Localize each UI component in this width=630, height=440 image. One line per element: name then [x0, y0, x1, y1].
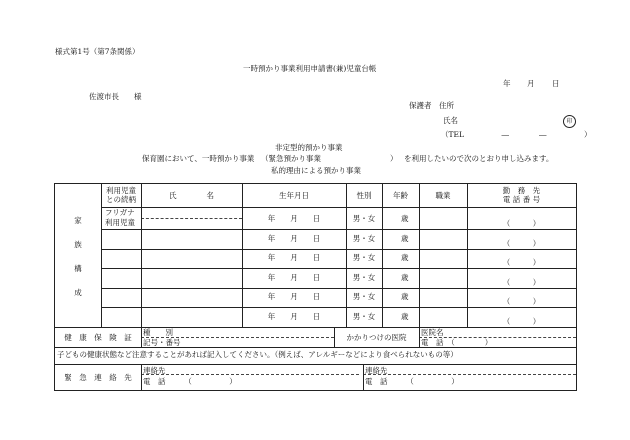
date-year: 年 [503, 79, 511, 88]
clinic-phone: 電 話 （ ） [421, 338, 493, 347]
sex-cell: 男・女 [352, 253, 376, 262]
insurance-type: 種 別 [143, 328, 173, 337]
birthdate-cell: 年 月 日 [267, 312, 321, 321]
emergency-phone-1: 電 話 （ ） [143, 377, 237, 386]
family-label-2: 族 [74, 240, 82, 249]
request-option-2: （緊急預かり事業 [261, 154, 321, 163]
family-label-1: 家 [74, 216, 82, 225]
birthdate-cell: 年 月 日 [267, 214, 321, 223]
header-name: 氏 名 [169, 191, 214, 200]
phone-cell: （ ） [502, 317, 541, 326]
clinic-label: かかりつけの医院 [346, 333, 407, 342]
request-suffix: を利用したいので次のとおり申し込みます。 [404, 154, 554, 163]
clinic-name: 医院名 [421, 328, 444, 337]
family-label-4: 成 [74, 288, 82, 297]
phone-cell: （ ） [502, 219, 541, 228]
date-day: 日 [552, 79, 560, 88]
sex-cell: 男・女 [352, 214, 376, 223]
user-child-label: 利用児童 [105, 218, 135, 227]
header-birthdate: 生年月日 [279, 191, 309, 200]
request-option-2-close: ） [390, 154, 398, 163]
phone-cell: （ ） [502, 239, 541, 248]
guardian-name-label: 氏名 [443, 116, 458, 125]
header-occupation: 職業 [435, 191, 451, 200]
addressee: 佐渡市長 様 [89, 92, 142, 101]
sex-cell: 男・女 [352, 234, 376, 243]
emergency-contact-2: 連絡先 [365, 366, 388, 375]
birthdate-cell: 年 月 日 [267, 253, 321, 262]
header-age: 年齢 [393, 191, 408, 200]
request-option-3: 私的理由による預かり事業 [271, 166, 361, 175]
date-month: 月 [527, 79, 535, 88]
form-number: 様式第1号（第7条関係） [55, 47, 140, 56]
phone-cell: （ ） [502, 278, 541, 287]
header-work-2: 電 話 番 号 [502, 195, 541, 204]
age-unit: 歳 [401, 312, 409, 321]
header-sex: 性別 [356, 191, 372, 200]
header-relation-2: との続柄 [106, 195, 136, 204]
health-note: 子どもの健康状態など注意することがあれば記入してください。（例えば、アレルギーなどにより食べられないもの等） [57, 350, 458, 359]
sex-cell: 男・女 [352, 292, 376, 301]
request-prefix: 保育園において、一時預かり事業 [142, 154, 255, 163]
birthdate-cell: 年 月 日 [267, 234, 321, 243]
application-form-table [54, 183, 577, 391]
sex-cell: 男・女 [352, 273, 376, 282]
sex-cell: 男・女 [352, 312, 376, 321]
age-unit: 歳 [401, 234, 409, 243]
phone-cell: （ ） [502, 258, 541, 267]
family-label-3: 構 [74, 264, 82, 273]
furigana-label: フリガナ [105, 208, 135, 217]
request-option-1: 非定型的預かり事業 [275, 143, 343, 152]
header-relation-1: 利用児童 [106, 186, 136, 195]
guardian-tel: （TEL ― ― ） [441, 130, 592, 139]
age-unit: 歳 [401, 253, 409, 262]
emergency-label: 緊 急 連 絡 先 [64, 373, 132, 382]
document-title: 一時預かり事業利用申請書(兼)児童台帳 [243, 64, 377, 73]
emergency-phone-2: 電 話 （ ） [365, 377, 459, 386]
seal-icon: 印 [563, 115, 576, 128]
age-unit: 歳 [401, 292, 409, 301]
insurance-label: 健 康 保 険 証 [64, 333, 132, 342]
birthdate-cell: 年 月 日 [267, 273, 321, 282]
phone-cell: （ ） [502, 297, 541, 306]
guardian-address-label: 保護者 住所 [409, 101, 454, 110]
birthdate-cell: 年 月 日 [267, 292, 321, 301]
header-work-1: 勤 務 先 [502, 186, 541, 195]
age-unit: 歳 [401, 214, 409, 223]
emergency-contact-1: 連絡先 [143, 366, 166, 375]
insurance-number: 記号・番号 [143, 338, 181, 347]
age-unit: 歳 [401, 273, 409, 282]
